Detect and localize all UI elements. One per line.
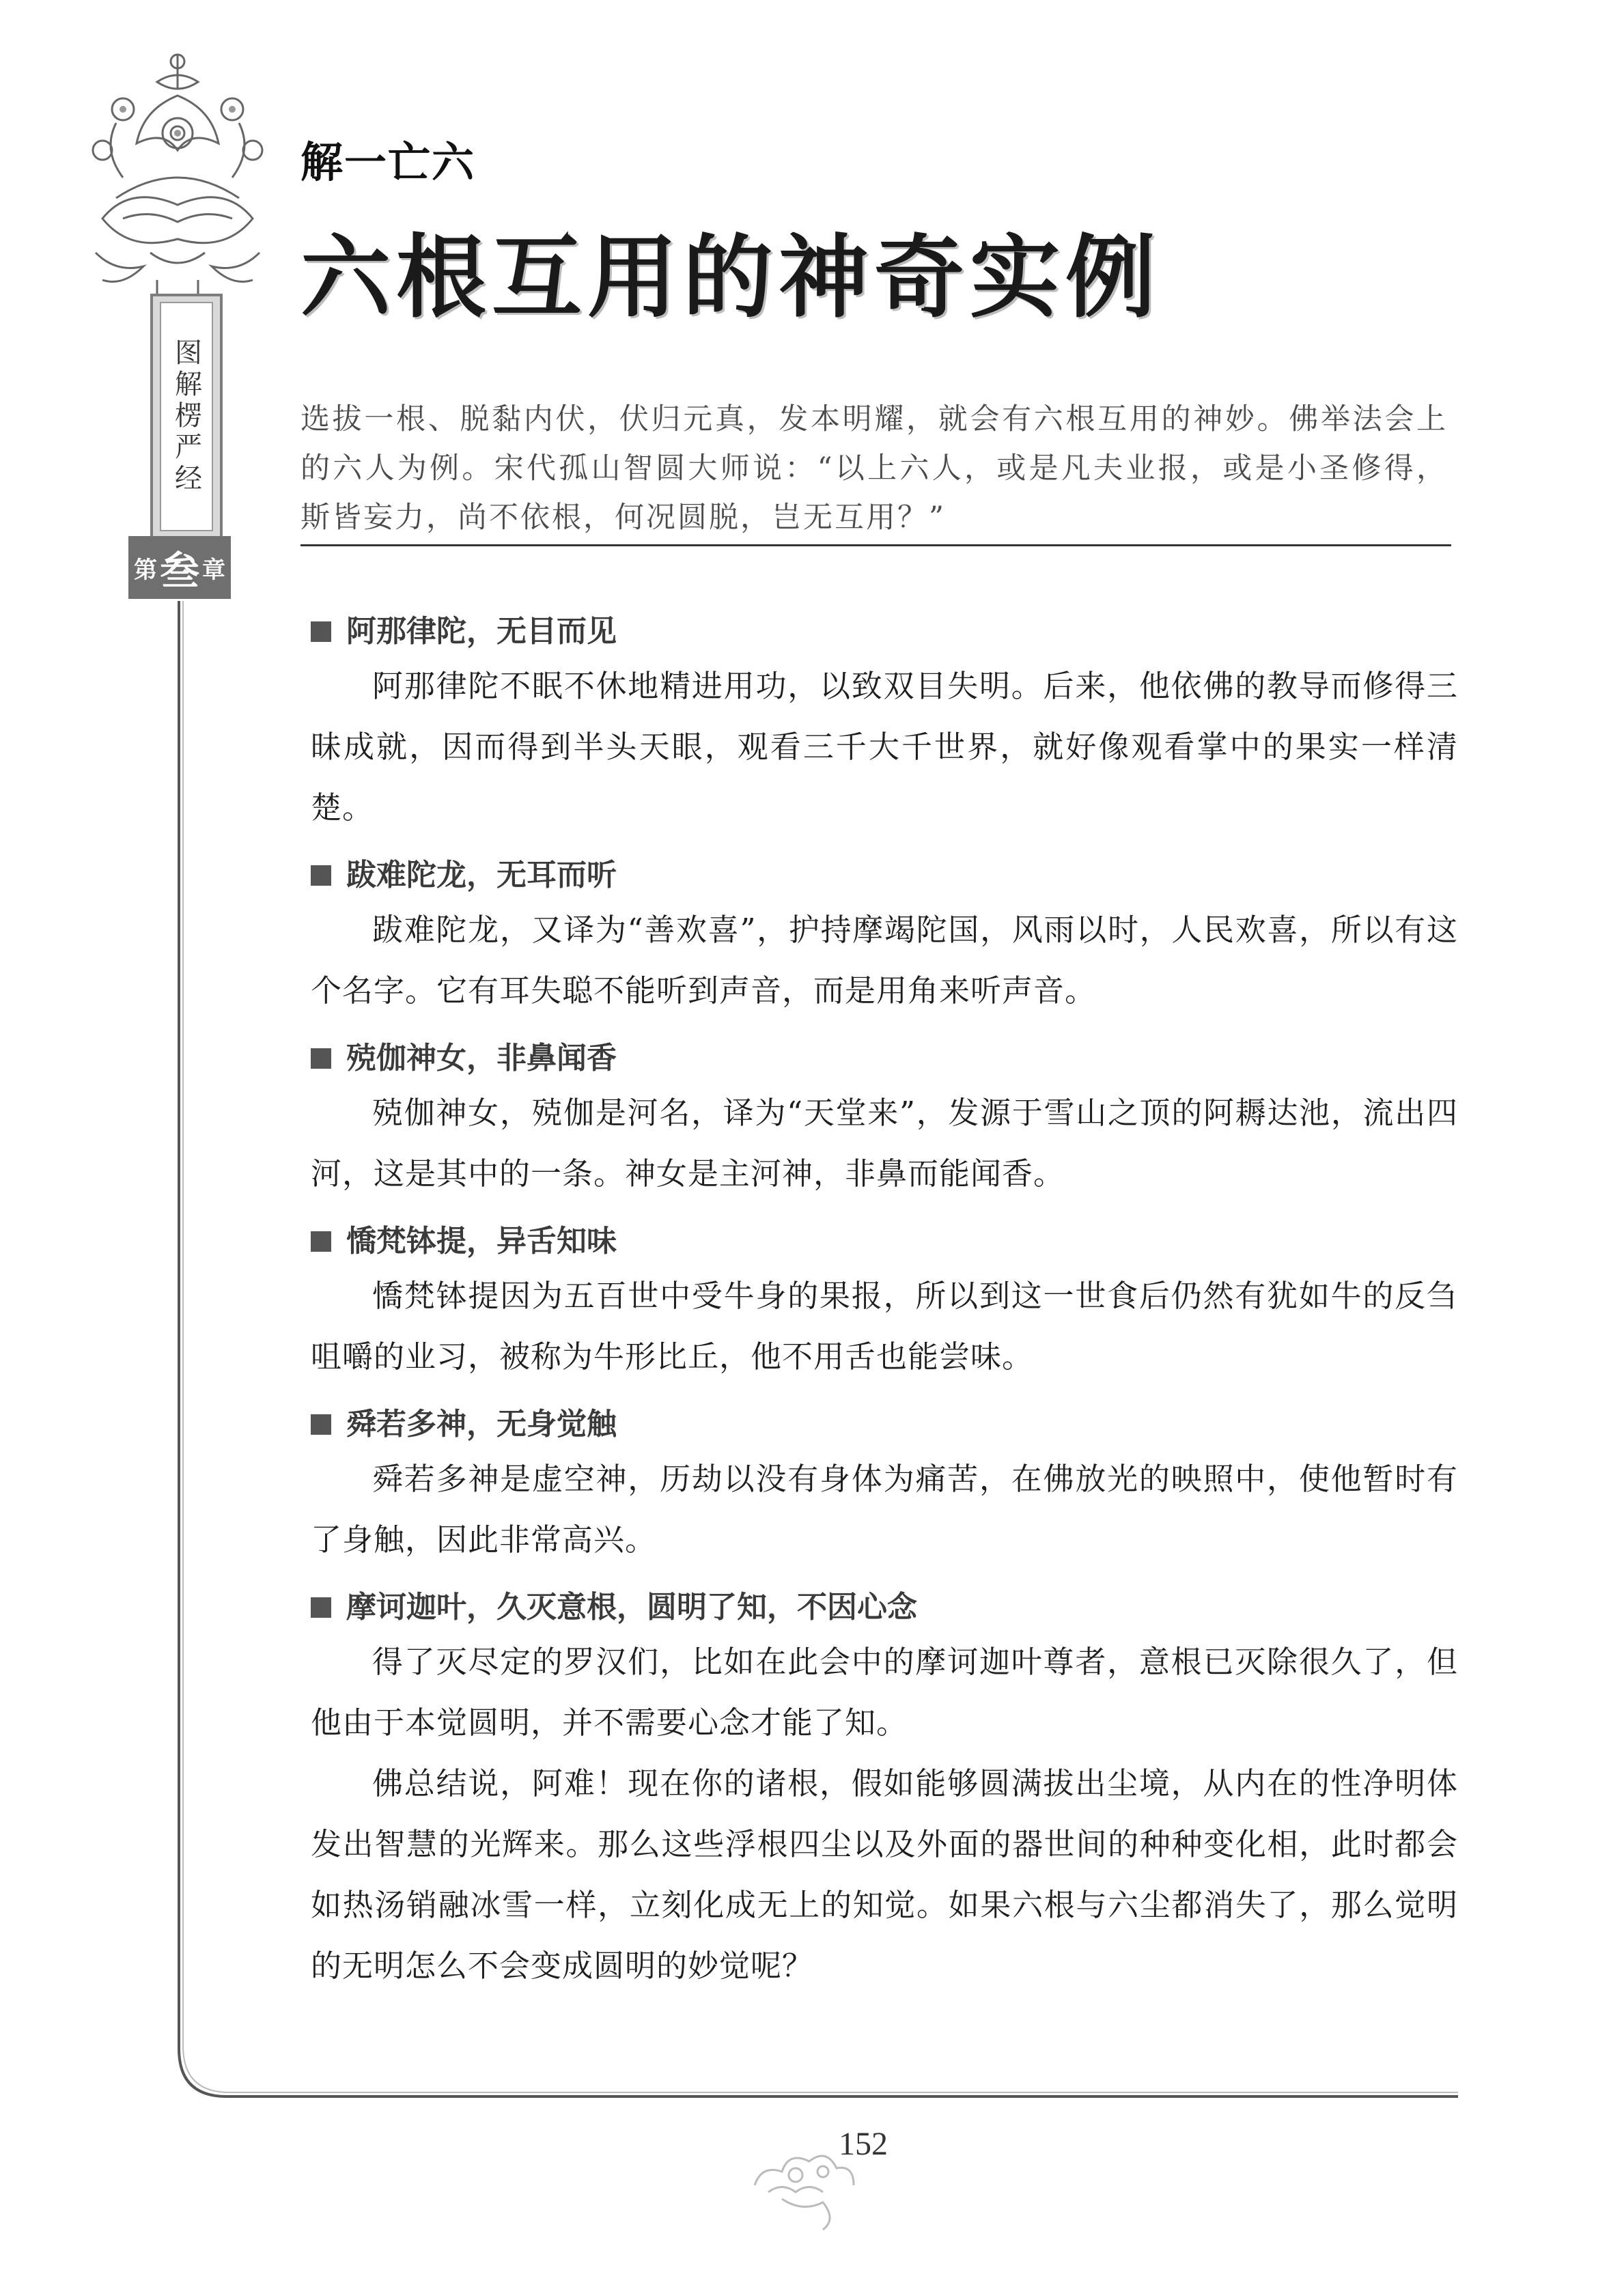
section-heading-text: 殑伽神女，非鼻闻香	[346, 1041, 617, 1076]
section-heading-text: 阿那律陀，无目而见	[346, 614, 617, 649]
square-bullet-icon	[311, 865, 331, 886]
section-heading-text: 跋难陀龙，无耳而听	[346, 858, 617, 893]
section-body: 跋难陀龙，又译为“善欢喜”，护持摩竭陀国，风雨以时，人民欢喜，所以有这个名字。它有耳失聪不能听到声音，而是用角来听声音。	[311, 912, 1458, 1009]
section-heading-text: 摩诃迦叶，久灭意根，圆明了知，不因心念	[346, 1590, 917, 1625]
section-body: 舜若多神是虚空神，历劫以没有身体为痛苦，在佛放光的映照中，使他暂时有了身触，因此非常高兴。	[311, 1461, 1458, 1558]
book-title-tab-inner	[160, 302, 213, 531]
page-title: 六根互用的神奇实例	[300, 225, 1161, 331]
intro-divider	[300, 544, 1451, 546]
summary-paragraph: 佛总结说，阿难！现在你的诸根，假如能够圆满拔出尘境，从内在的性净明体发出智慧的光辉来。那么这些浮根四尘以及外面的器世间的种种变化相，此时都会如热汤销融冰雪一样，立刻化成无上的知觉。如果六根与六尘都消失了，那么觉明的无明怎么不会变成圆明的妙觉呢？	[311, 1765, 1458, 1984]
chapter-tab	[128, 536, 231, 599]
section-gavampati	[311, 1218, 1458, 1387]
section-mahakasyapa	[311, 1584, 1458, 1996]
lotus-ornament-icon	[75, 48, 280, 335]
section-aniruddha	[311, 608, 1458, 838]
square-bullet-icon	[311, 1414, 331, 1435]
section-heading	[311, 608, 1458, 656]
section-heading	[311, 1035, 1458, 1082]
page-number: 152	[839, 2126, 888, 2162]
chapter-prefix: 第	[133, 556, 157, 584]
section-number: 解一亡六	[300, 137, 476, 187]
section-upananda-dragon	[311, 852, 1458, 1021]
book-title: 图解楞严经	[170, 338, 202, 495]
section-body: 殑伽神女，殑伽是河名，译为“天堂来”，发源于雪山之顶的阿耨达池，流出四河，这是其中的一条。神女是主河神，非鼻而能闻香。	[311, 1095, 1458, 1192]
chapter-suffix: 章	[202, 556, 225, 584]
chapter-number: 叁	[159, 548, 199, 594]
section-heading	[311, 852, 1458, 899]
intro-paragraph: 选拔一根、脱黏内伏，伏归元真，发本明耀，就会有六根互用的神妙。佛举法会上的六人为例。宋代孤山智圆大师说：“以上六人，或是凡夫业报，或是小圣修得，斯皆妄力，尚不依根，何况圆脱，岂无互用？”	[300, 402, 1448, 535]
square-bullet-icon	[311, 1048, 331, 1069]
section-body: 阿那律陀不眠不休地精进用功，以致双目失明。后来，他依佛的教导而修得三昧成就，因而得到半头天眼，观看三千大千世界，就好像观看掌中的果实一样清楚。	[311, 668, 1458, 826]
section-heading	[311, 1401, 1458, 1448]
section-heading-text: 舜若多神，无身觉触	[346, 1407, 617, 1442]
section-heading	[311, 1218, 1458, 1265]
square-bullet-icon	[311, 621, 331, 642]
section-body: 得了灭尽定的罗汉们，比如在此会中的摩诃迦叶尊者，意根已灭除很久了，但他由于本觉圆明，并不需要心念才能了知。	[311, 1644, 1458, 1741]
section-heading	[311, 1584, 1458, 1631]
section-ganga-goddess	[311, 1035, 1458, 1204]
square-bullet-icon	[311, 1231, 331, 1252]
section-body: 憍梵钵提因为五百世中受牛身的果报，所以到这一世食后仍然有犹如牛的反刍咀嚼的业习，被称为牛形比丘，他不用舌也能尝味。	[311, 1278, 1458, 1375]
section-heading-text: 憍梵钵提，异舌知味	[346, 1224, 617, 1259]
square-bullet-icon	[311, 1597, 331, 1618]
section-sunyata-deity	[311, 1401, 1458, 1570]
book-title-tab	[150, 294, 223, 539]
main-content	[311, 608, 1458, 2010]
